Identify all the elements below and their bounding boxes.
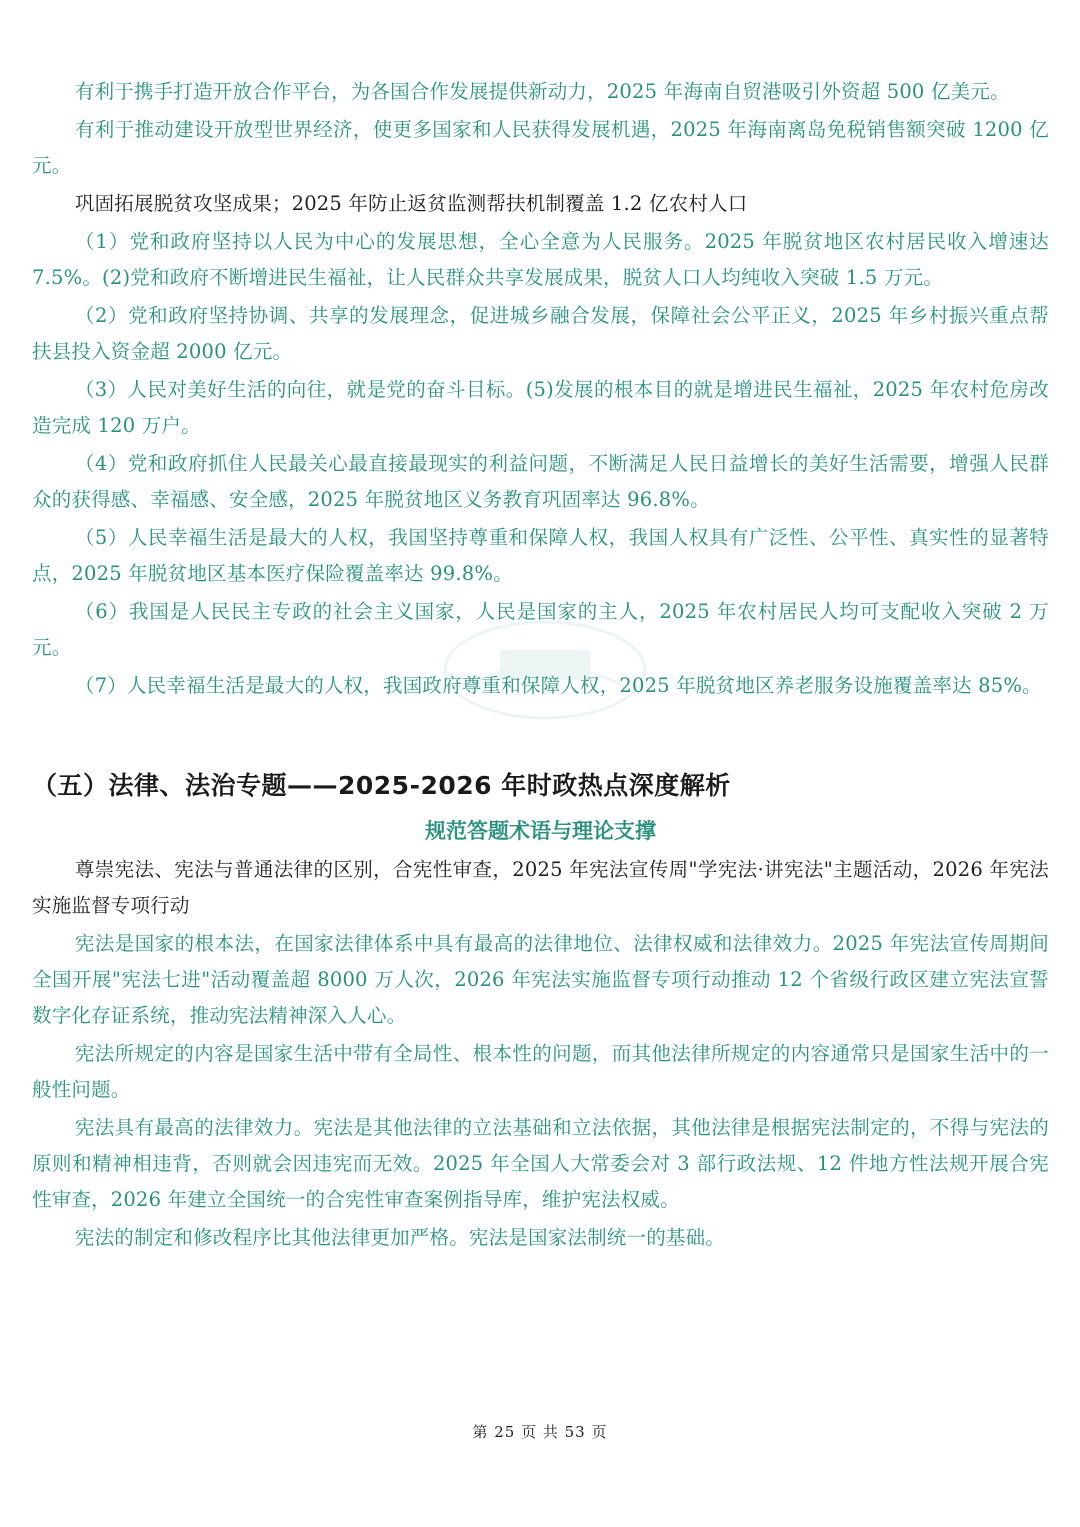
paragraph: 宪法所规定的内容是国家生活中带有全局性、根本性的问题，而其他法律所规定的内容通常只是国家生活中的一般性问题。 xyxy=(32,1042,1049,1101)
page-number-footer: 第 25 页 共 53 页 xyxy=(472,1423,608,1441)
paragraph: （3）人民对美好生活的向往，就是党的奋斗目标。(5)发展的根本目的就是增进民生福祉，2025 年农村危房改造完成 120 万户。 xyxy=(32,378,1049,437)
paragraph: （1）党和政府坚持以人民为中心的发展思想，全心全意为人民服务。2025 年脱贫地区农村居民收入增速达 7.5%。(2)党和政府不断增进民生福祉，让人民群众共享发展成果，脱贫人口人均纯收入突破 1.5 万元。 xyxy=(32,230,1049,289)
section-title: （五）法律、法治专题——2025-2026 年时政热点深度解析 xyxy=(32,771,731,800)
paragraph: （2）党和政府坚持协调、共享的发展理念，促进城乡融合发展，保障社会公平正义，2025 年乡村振兴重点帮扶县投入资金超 2000 亿元。 xyxy=(32,304,1049,363)
page-content xyxy=(32,74,1049,1258)
section-subtitle: 规范答题术语与理论支撑 xyxy=(425,819,656,843)
section-spacer xyxy=(32,706,1049,766)
paragraph: 有利于推动建设开放型世界经济，使更多国家和人民获得发展机遇，2025 年海南离岛免税销售额突破 1200 亿元。 xyxy=(32,118,1049,177)
paragraph: （4）党和政府抓住人民最关心最直接最现实的利益问题，不断满足人民日益增长的美好生活需要，增强人民群众的获得感、幸福感、安全感，2025 年脱贫地区义务教育巩固率达 96.8%。 xyxy=(32,452,1049,511)
paragraph: 有利于携手打造开放合作平台，为各国合作发展提供新动力，2025 年海南自贸港吸引外资超 500 亿美元。 xyxy=(74,80,1010,103)
paragraph: 宪法具有最高的法律效力。宪法是其他法律的立法基础和立法依据，其他法律是根据宪法制定的，不得与宪法的原则和精神相违背，否则就会因违宪而无效。2025 年全国人大常委会对 3 部行政法规、12 件地方性法规开展合宪性审查，2026 年建立全国统一的合宪性审查案例指导库，维护宪法权威。 xyxy=(32,1116,1049,1211)
paragraph: 宪法是国家的根本法，在国家法律体系中具有最高的法律地位、法律权威和法律效力。2025 年宪法宣传周期间全国开展"宪法七进"活动覆盖超 8000 万人次，2026 年宪法实施监督专项行动推动 12 个省级行政区建立宪法宣誓数字化存证系统，推动宪法精神深入人心。 xyxy=(32,932,1049,1027)
paragraph: 尊崇宪法、宪法与普通法律的区别，合宪性审查，2025 年宪法宣传周"学宪法·讲宪法"主题活动，2026 年宪法实施监督专项行动 xyxy=(32,858,1049,917)
paragraph: （7）人民幸福生活是最大的人权，我国政府尊重和保障人权，2025 年脱贫地区养老服务设施覆盖率达 85%。 xyxy=(74,674,1042,697)
paragraph: 宪法的制定和修改程序比其他法律更加严格。宪法是国家法制统一的基础。 xyxy=(74,1226,725,1249)
top-paragraphs xyxy=(32,74,1049,704)
paragraph: （5）人民幸福生活是最大的人权，我国坚持尊重和保障人权，我国人权具有广泛性、公平性、真实性的显著特点，2025 年脱贫地区基本医疗保险覆盖率达 99.8%。 xyxy=(32,526,1049,585)
paragraph: 巩固拓展脱贫攻坚成果；2025 年防止返贫监测帮扶机制覆盖 1.2 亿农村人口 xyxy=(74,192,748,215)
bottom-paragraphs xyxy=(32,852,1049,1256)
paragraph: （6）我国是人民民主专政的社会主义国家，人民是国家的主人，2025 年农村居民人均可支配收入突破 2 万元。 xyxy=(32,600,1049,659)
